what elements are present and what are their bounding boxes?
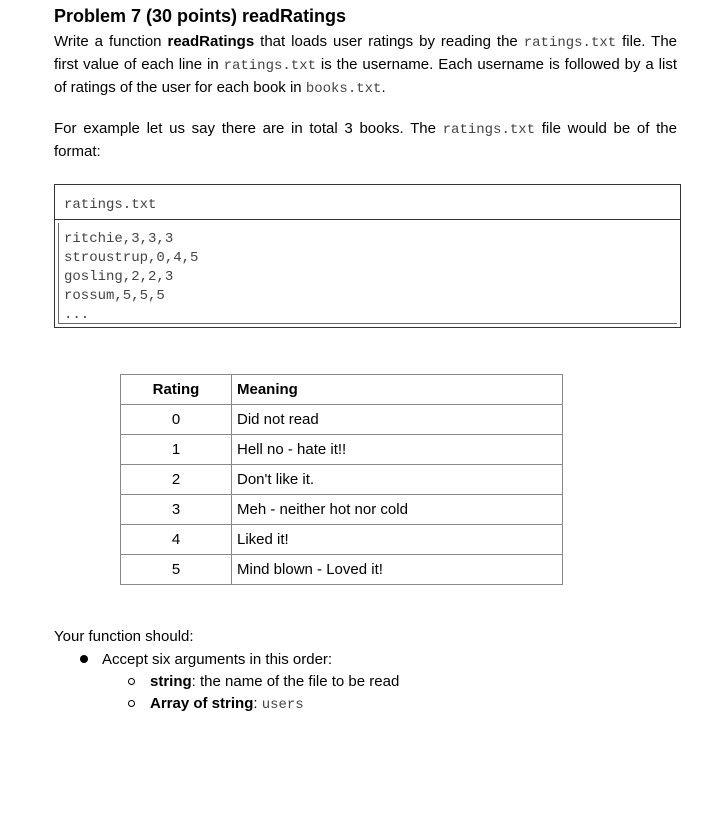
requirements-lead: Your function should: [54,628,194,645]
circle-bullet-icon [128,700,135,707]
inline-code: ratings.txt [523,35,617,51]
code-box-header: ratings.txt [55,185,680,220]
inline-code: ratings.txt [442,122,536,138]
rating-cell: 0 [121,405,232,435]
meaning-cell: Meh - neither hot nor cold [232,495,563,525]
rating-cell: 1 [121,435,232,465]
meaning-cell: Don't like it. [232,465,563,495]
meaning-cell: Mind blown - Loved it! [232,555,563,585]
table-row [121,405,563,435]
rating-cell: 4 [121,525,232,555]
code-line: rossum,5,5,5 [64,288,165,304]
column-header: Rating [121,375,232,405]
bullet-icon [80,655,88,663]
inline-code: ratings.txt [223,58,316,74]
code-line: stroustrup,0,4,5 [64,250,199,266]
meaning-cell: Liked it! [232,525,563,555]
rating-cell: 2 [121,465,232,495]
code-line: gosling,2,2,3 [64,269,174,285]
inline-code: users [261,697,304,713]
table-row [121,555,563,585]
page-title: Problem 7 (30 points) readRatings [54,6,347,26]
table-row [121,525,563,555]
function-name: readRatings [167,33,255,50]
table-row [121,465,563,495]
circle-bullet-icon [128,678,135,685]
intro-paragraph: Write a function readRatings that loads user ratings by reading the ratings.txt file. The first value of each line in ratings.txt is the username. Each username is followed by a list of ratings of the user for each book in books.txt. [54,33,678,97]
meaning-cell: Did not read [232,405,563,435]
example-paragraph: For example let us say there are in total 3 books. The ratings.txt file would be of the format: [54,120,677,160]
rating-cell: 3 [121,495,232,525]
table-header-row [121,375,563,405]
code-line: ritchie,3,3,3 [64,231,174,247]
table-row [121,495,563,525]
inline-code: books.txt [305,81,382,97]
table-row [121,435,563,465]
meaning-cell: Hell no - hate it!! [232,435,563,465]
rating-cell: 5 [121,555,232,585]
arg-type: Array of string [150,695,254,712]
code-box [54,184,681,328]
code-lines [64,230,198,325]
arg-type: string [150,673,192,690]
column-header: Meaning [232,375,563,405]
rating-table [120,374,563,585]
code-line: ... [64,307,90,323]
